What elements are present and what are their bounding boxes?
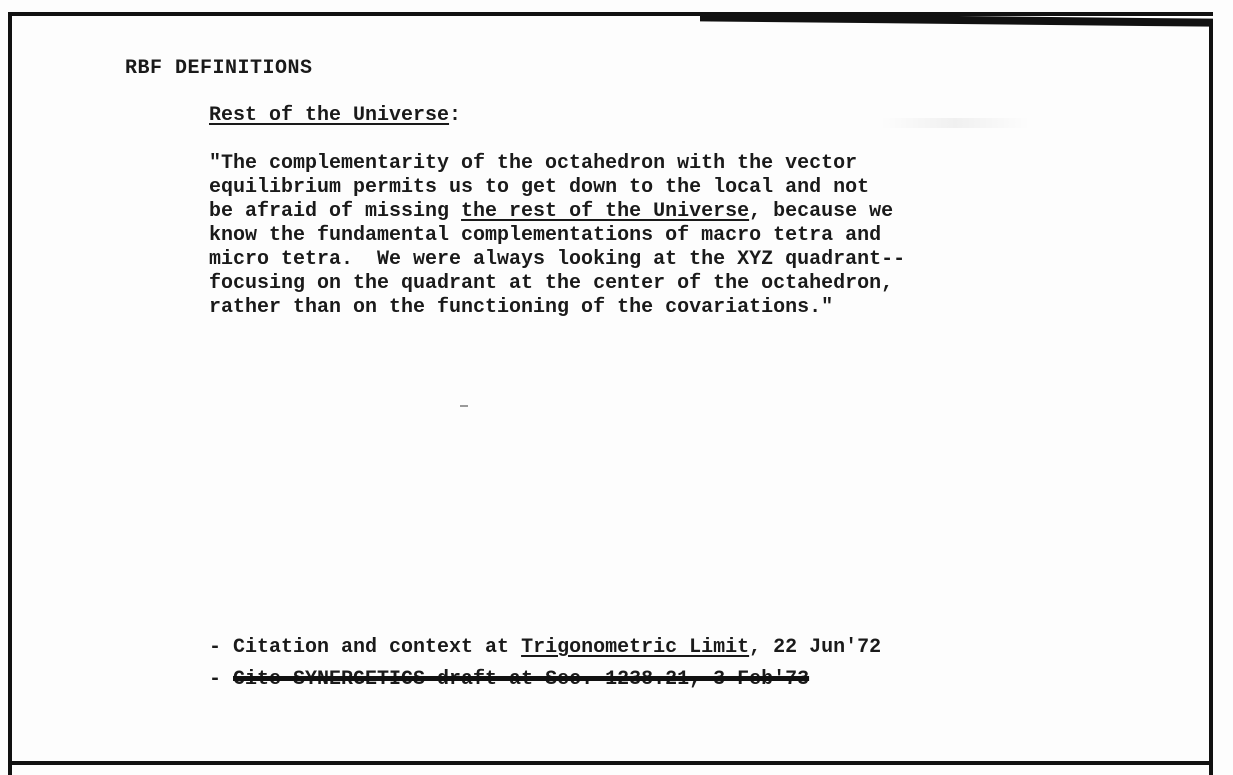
page-border-top bbox=[10, 12, 1213, 16]
bleed-through-smudge bbox=[880, 118, 1030, 128]
quote-line-5: micro tetra. We were always looking at the XYZ quadrant-- bbox=[209, 248, 906, 271]
quote-line-1: "The complementarity of the octahedron with the vector bbox=[209, 152, 858, 175]
definition-quote bbox=[209, 152, 1059, 320]
citation-link[interactable]: Trigonometric Limit bbox=[521, 636, 750, 659]
term-colon: : bbox=[449, 104, 462, 127]
struck-prefix: - bbox=[209, 668, 234, 691]
quote-underlined-phrase: the rest of the Universe bbox=[461, 200, 750, 223]
term-title: Rest of the Universe bbox=[209, 104, 450, 127]
quote-line-7: rather than on the functioning of the covariations." bbox=[209, 296, 834, 319]
citation-date: , 22 Jun'72 bbox=[749, 636, 882, 659]
term-heading bbox=[209, 104, 461, 127]
struck-citation-line bbox=[209, 668, 809, 691]
citation-prefix: - Citation and context at bbox=[209, 636, 522, 659]
quote-line-2: equilibrium permits us to get down to the local and not bbox=[209, 176, 870, 199]
page-border-right bbox=[1209, 20, 1213, 775]
page-border-left bbox=[8, 12, 12, 775]
citation-line bbox=[209, 636, 881, 659]
struck-citation-text: Cite SYNERGETICS draft at Sec. 1238.21, 3 Feb'73 bbox=[233, 668, 810, 691]
quote-line-3-end: , because we bbox=[749, 200, 894, 223]
stray-mark bbox=[460, 405, 468, 407]
quote-line-4: know the fundamental complementations of macro tetra and bbox=[209, 224, 882, 247]
page-title: RBF DEFINITIONS bbox=[125, 57, 313, 80]
quote-line-6: focusing on the quadrant at the center of the octahedron, bbox=[209, 272, 894, 295]
quote-line-3 bbox=[209, 200, 1059, 224]
page-border-bottom bbox=[8, 761, 1213, 765]
quote-line-3-start: be afraid of missing bbox=[209, 200, 462, 223]
